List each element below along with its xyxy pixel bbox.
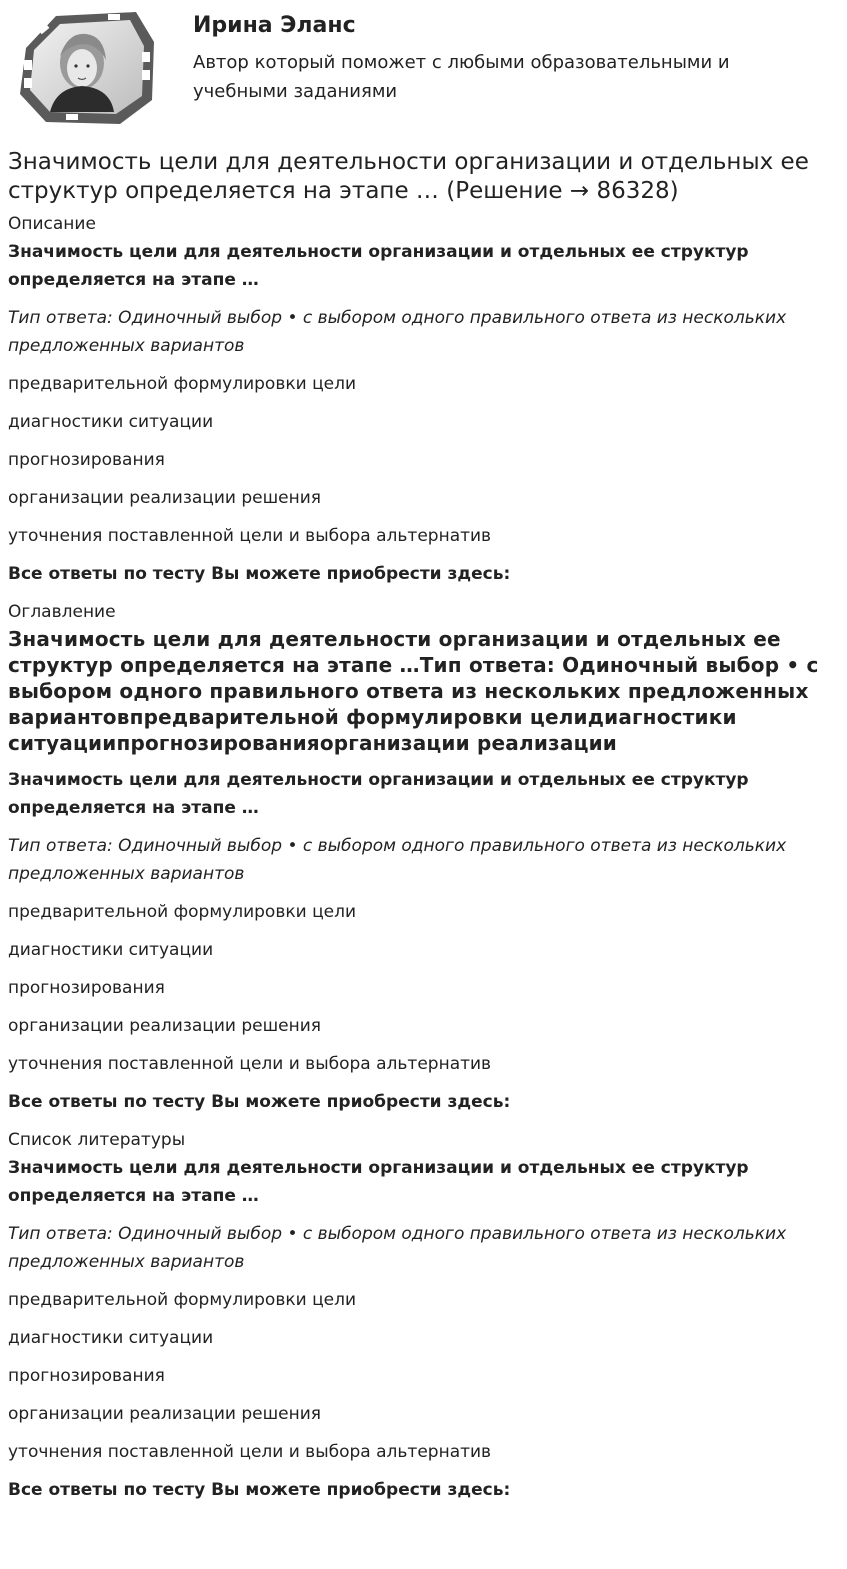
author-description: Автор который поможет с любыми образовательными и учебными заданиями [193,52,730,102]
author-avatar [16,8,158,126]
answer-option: организации реализации решения [8,1016,321,1036]
question-type: Тип ответа: Одиночный выбор • с выбором одного правильного ответа из нескольких предложенных вариантов [8,836,787,884]
answer-option: уточнения поставленной цели и выбора альтернатив [8,1442,492,1462]
page-title: Значимость цели для деятельности организации и отдельных ее структур определяется на этапе … (Решение → 86328) [8,149,809,204]
description-section [8,212,839,588]
description-label: Описание [8,214,96,234]
answer-option: предварительной формулировки цели [8,1290,357,1310]
question-title: Значимость цели для деятельности организации и отдельных ее структур определяется на этапе … [8,770,749,818]
question-type: Тип ответа: Одиночный выбор • с выбором одного правильного ответа из нескольких предложенных вариантов [8,1224,787,1272]
toc-label: Оглавление [8,602,116,622]
question-title: Значимость цели для деятельности организации и отдельных ее структур определяется на этапе … [8,1158,749,1206]
toc-heading: Значимость цели для деятельности организации и отдельных ее структур определяется на этапе …Тип ответа: Одиночный выбор • с выбором одного правильного ответа из нескольких предложенных вариантовпредварительной формулировки целидиагностики ситуациипрогнозированияорганизации реализации [8,627,819,755]
buy-answers-text: Все ответы по тесту Вы можете приобрести здесь: [8,1480,511,1500]
answer-option: прогнозирования [8,978,165,998]
buy-answers-text: Все ответы по тесту Вы можете приобрести здесь: [8,564,511,584]
buy-answers-text: Все ответы по тесту Вы можете приобрести здесь: [8,1092,511,1112]
literature-section [8,1128,839,1504]
answer-option: диагностики ситуации [8,412,214,432]
answer-option: прогнозирования [8,450,165,470]
answer-option: диагностики ситуации [8,1328,214,1348]
answer-option: уточнения поставленной цели и выбора альтернатив [8,1054,492,1074]
author-block [8,0,839,130]
answer-option: организации реализации решения [8,1404,321,1424]
toc-section [8,600,839,1116]
author-name[interactable]: Ирина Эланс [193,13,356,38]
answer-option: уточнения поставленной цели и выбора альтернатив [8,526,492,546]
answer-option: диагностики ситуации [8,940,214,960]
answer-option: предварительной формулировки цели [8,374,357,394]
answer-option: организации реализации решения [8,488,321,508]
answer-option: предварительной формулировки цели [8,902,357,922]
question-title: Значимость цели для деятельности организации и отдельных ее структур определяется на этапе … [8,242,749,290]
question-type: Тип ответа: Одиночный выбор • с выбором одного правильного ответа из нескольких предложенных вариантов [8,308,787,356]
answer-option: прогнозирования [8,1366,165,1386]
literature-label: Список литературы [8,1130,186,1150]
film-frame-photo-icon [16,8,158,126]
